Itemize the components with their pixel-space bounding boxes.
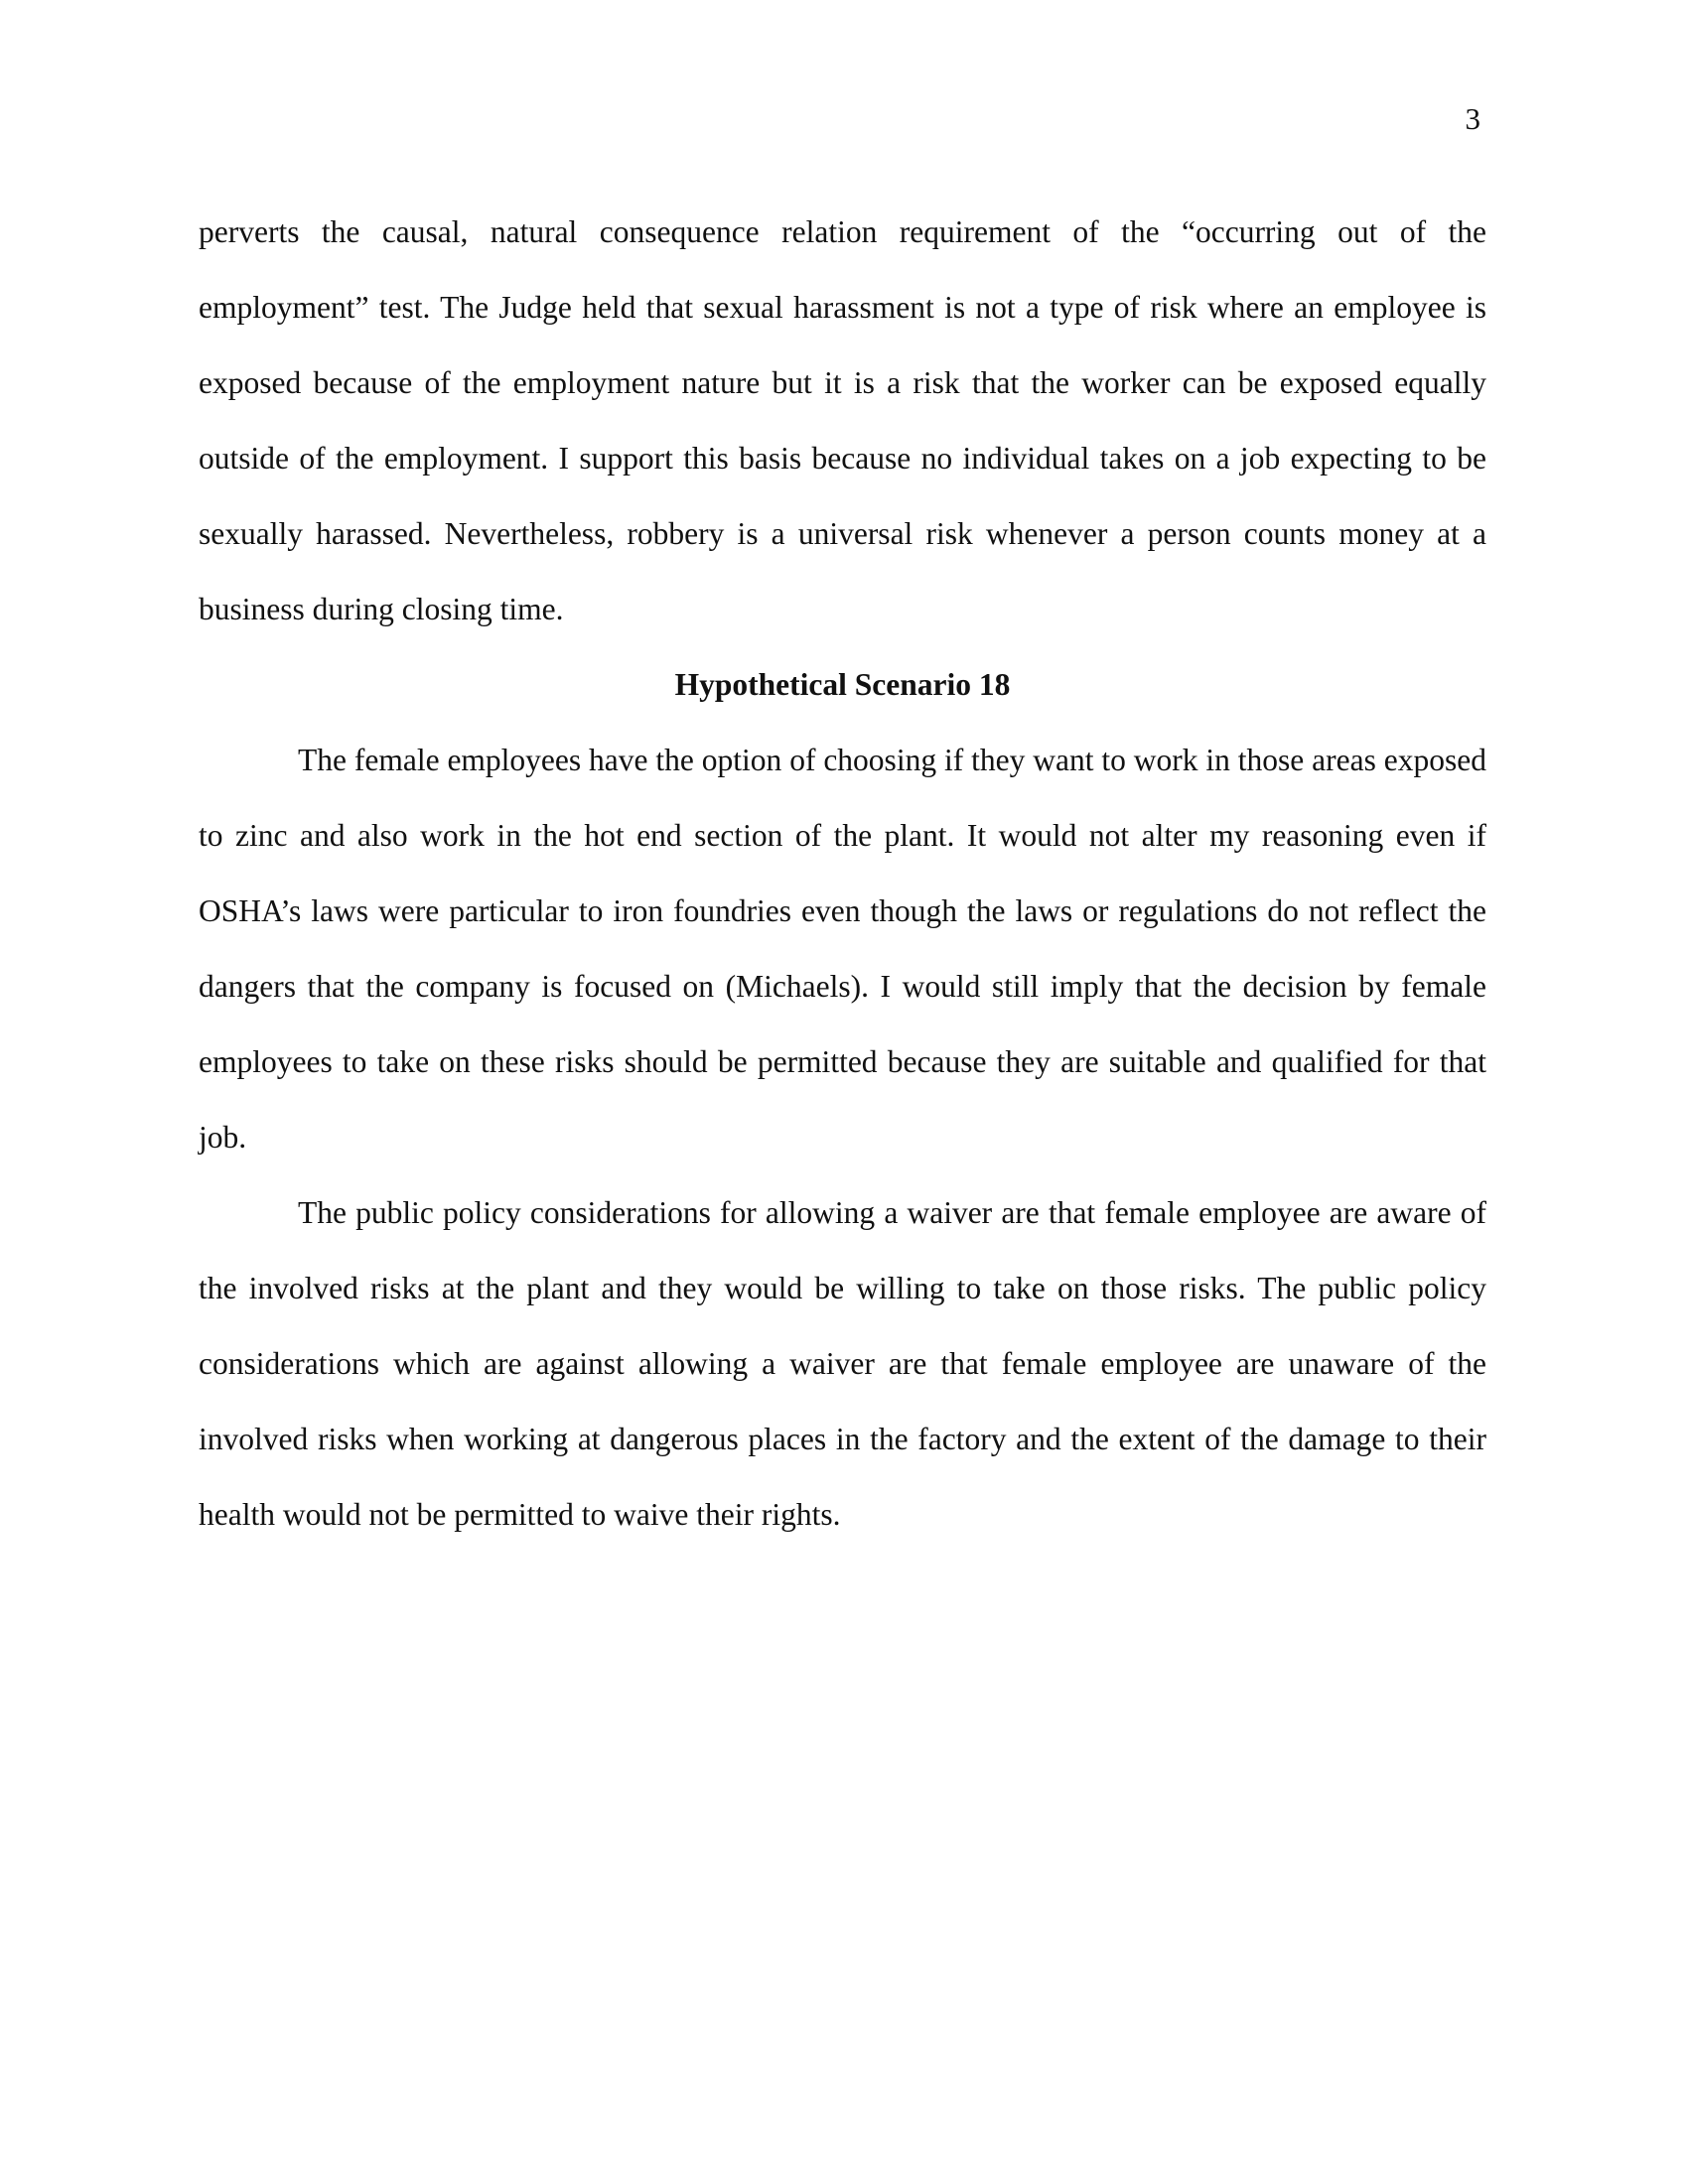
page-number: 3 (1465, 101, 1480, 136)
paragraph-continuation: perverts the causal, natural consequence relation requirement of the “occurring out of the employment” test. The Judge held that sexual harassment is not a type of risk where an employee is exposed because of the employment nature but it is a risk that the worker can be exposed equally outside of the employment. I support this basis because no individual takes on a job expecting to be sexually harassed. Nevertheless, robbery is a universal risk whenever a person counts money at a business during closing time. (199, 214, 1486, 626)
document-body (199, 195, 1486, 1553)
paragraph-scenario-1: The female employees have the option of choosing if they want to work in those areas exposed to zinc and also work in the hot end section of the plant. It would not alter my reasoning even if OSHA’s laws were particular to iron foundries even though the laws or regulations do not reflect the dangers that the company is focused on (Michaels). I would still imply that the decision by female employees to take on these risks should be permitted because they are suitable and qualified for that job. (199, 743, 1486, 1155)
paragraph-scenario-2: The public policy considerations for allowing a waiver are that female employee are aware of the involved risks at the plant and they would be willing to take on those risks. The public policy considerations which are against allowing a waiver are that female employee are unaware of the involved risks when working at dangerous places in the factory and the extent of the damage to their health would not be permitted to waive their rights. (199, 1195, 1486, 1532)
section-heading: Hypothetical Scenario 18 (674, 667, 1011, 702)
